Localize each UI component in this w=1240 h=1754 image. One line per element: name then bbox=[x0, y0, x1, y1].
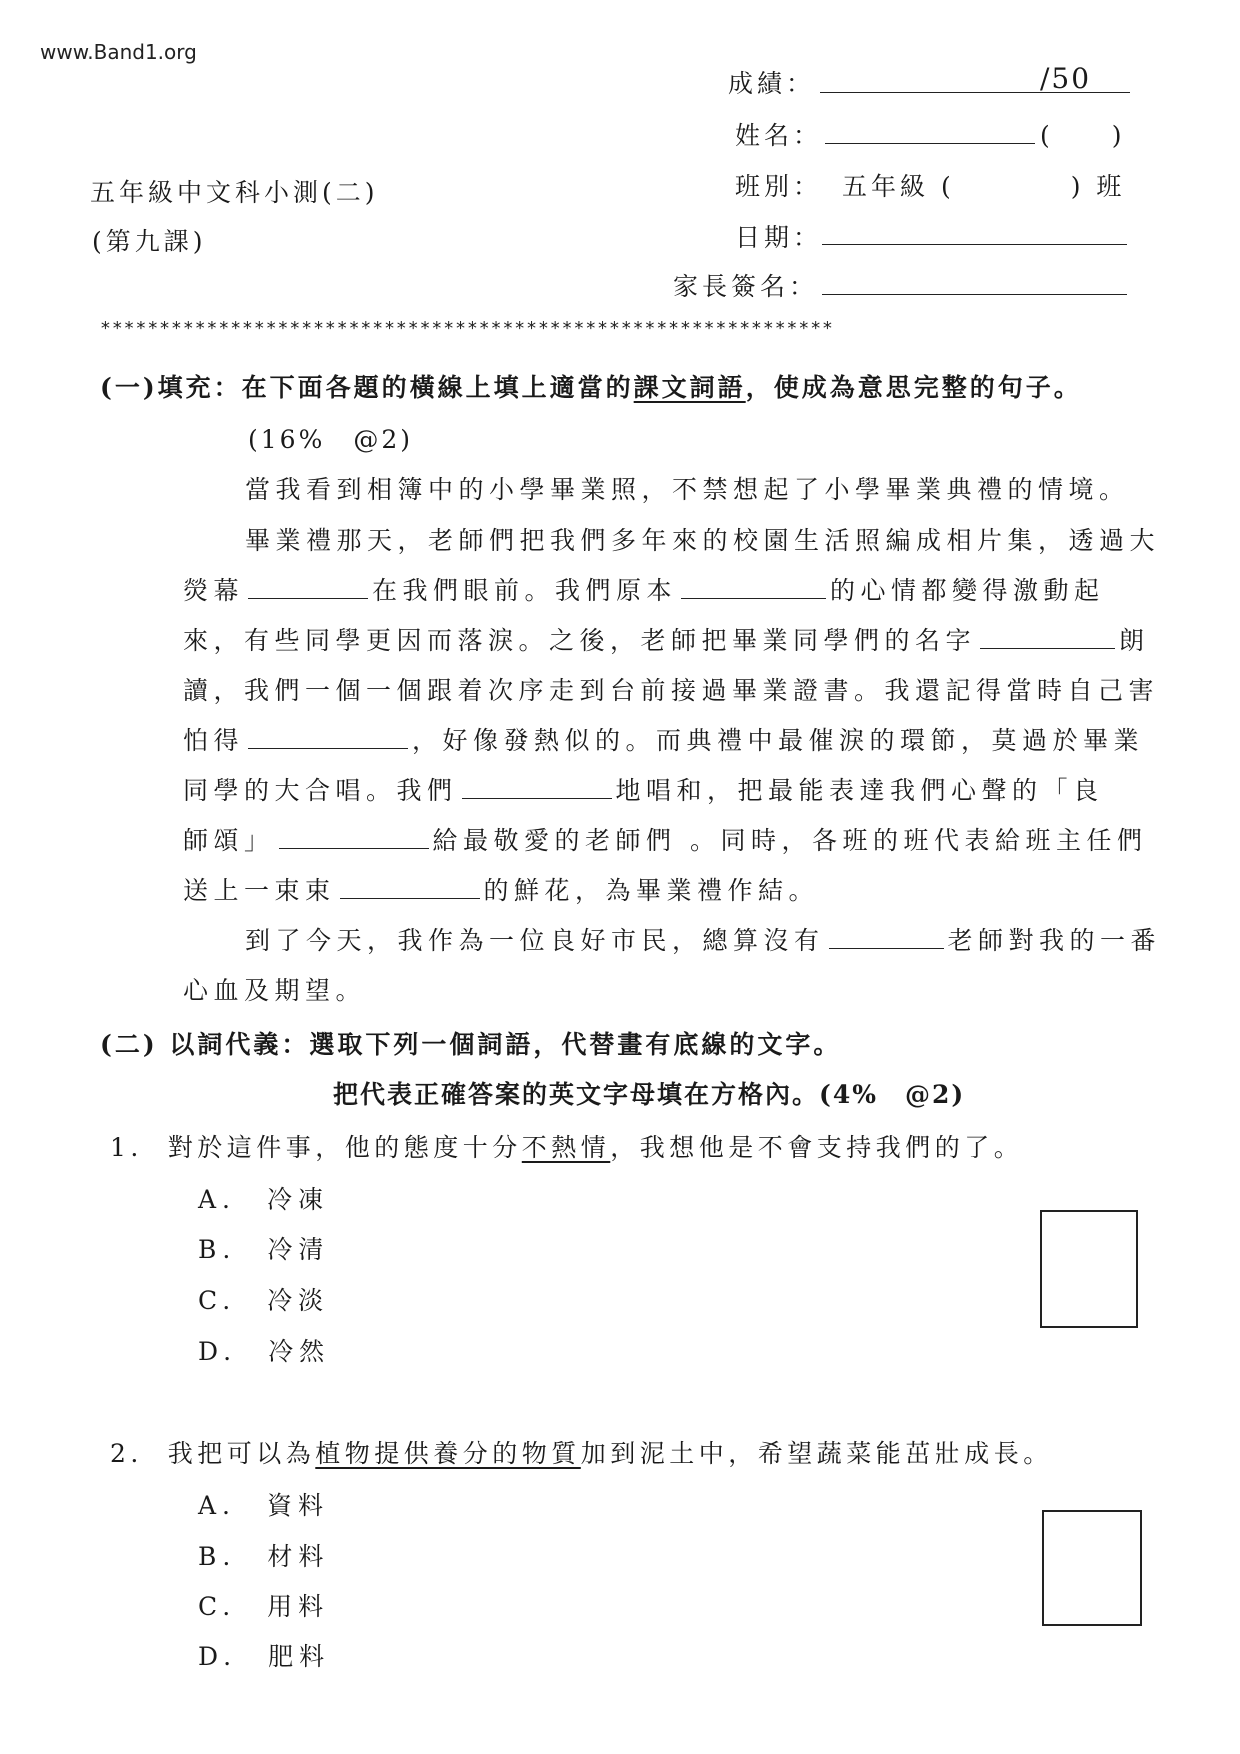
question-text: ，我想他是不會支持我們的了。 bbox=[610, 1133, 1024, 1162]
passage-line-4 bbox=[183, 621, 1150, 657]
passage-text: 老師對我的一番 bbox=[947, 926, 1162, 955]
question-text: 加到泥土中，希望蔬菜能茁壯成長。 bbox=[580, 1439, 1053, 1468]
passage-text: ，好像發熱似的。而典禮中最催淚的環節，莫過於畢業 bbox=[412, 726, 1145, 755]
passage-line-10 bbox=[245, 921, 1161, 957]
section1-heading-underlined: 課文詞語 bbox=[633, 373, 746, 402]
passage-line-8 bbox=[183, 821, 1147, 857]
passage-text: 給最敬愛的老師們 。同時，各班的班代表給班主任們 bbox=[432, 826, 1148, 855]
q1-option-d: D. 冷然 bbox=[198, 1337, 331, 1366]
page-title: 五年級中文科小測(二) bbox=[90, 178, 379, 207]
passage-text: 同學的大合唱。我們 bbox=[183, 776, 458, 805]
parent-signature-line bbox=[822, 294, 1127, 295]
section1-heading bbox=[100, 368, 1082, 404]
q2-answer-box[interactable] bbox=[1042, 1510, 1142, 1626]
passage-line-11: 心血及期望。 bbox=[183, 976, 367, 1005]
passage-text: 怕得 bbox=[183, 726, 245, 755]
passage-line-6 bbox=[183, 721, 1144, 757]
passage-text: 朗 bbox=[1119, 626, 1150, 655]
fill-blank-5[interactable] bbox=[462, 776, 612, 799]
passage-text: 來，有些同學更因而落淚。之後，老師把畢業同學們的名字 bbox=[183, 626, 977, 655]
passage-text: 熒幕 bbox=[183, 576, 245, 605]
passage-text: 在我們眼前。我們原本 bbox=[372, 576, 678, 605]
passage-text: 送上一束束 bbox=[183, 876, 336, 905]
passage-text: 的鮮花，為畢業禮作結。 bbox=[483, 876, 820, 905]
question-number: 1. bbox=[110, 1133, 143, 1162]
passage-line-5: 讀，我們一個一個跟着次序走到台前接過畢業證書。我還記得當時自己害 bbox=[183, 676, 1160, 705]
fill-blank-7[interactable] bbox=[340, 876, 480, 899]
q1-option-b: B. 冷清 bbox=[198, 1235, 330, 1264]
section2-heading: (二) 以詞代義：選取下列一個詞語，代替畫有底線的文字。 bbox=[100, 1030, 842, 1059]
fill-blank-6[interactable] bbox=[279, 826, 429, 849]
score-label: 成績： bbox=[728, 69, 816, 98]
q1-answer-box[interactable] bbox=[1040, 1210, 1138, 1328]
fill-blank-4[interactable] bbox=[248, 726, 408, 749]
q2-option-c: C. 用料 bbox=[198, 1592, 330, 1621]
class-value: 五年級 ( ) 班 bbox=[842, 172, 1126, 201]
name-label: 姓名： bbox=[735, 121, 823, 150]
question-text: 我把可以為 bbox=[167, 1439, 316, 1468]
date-line bbox=[822, 244, 1127, 245]
date-label: 日期： bbox=[735, 223, 823, 252]
fill-blank-3[interactable] bbox=[980, 626, 1115, 649]
passage-line-1: 當我看到相簿中的小學畢業照，不禁想起了小學畢業典禮的情境。 bbox=[245, 475, 1130, 504]
q1-option-c: C. 冷淡 bbox=[198, 1286, 330, 1315]
q1-option-a: A. 冷凍 bbox=[198, 1185, 330, 1214]
q2-option-d: D. 肥料 bbox=[198, 1642, 331, 1671]
passage-line-3 bbox=[183, 571, 1105, 607]
passage-text: 師頌」 bbox=[183, 826, 275, 855]
passage-line-7 bbox=[183, 771, 1104, 807]
q2-option-a: A. 資料 bbox=[198, 1491, 330, 1520]
underlined-phrase: 不熱情 bbox=[521, 1133, 611, 1162]
section1-heading-b: ，使成為意思完整的句子。 bbox=[745, 373, 1082, 402]
fill-blank-8[interactable] bbox=[829, 926, 944, 949]
question-1 bbox=[110, 1128, 1023, 1164]
underlined-phrase: 植物提供養分的物質 bbox=[315, 1439, 581, 1468]
passage-text: 到了今天，我作為一位良好市民，總算沒有 bbox=[245, 926, 825, 955]
parent-signature-label: 家長簽名： bbox=[673, 272, 819, 301]
question-2 bbox=[110, 1434, 1053, 1470]
name-paren: ( ) bbox=[1040, 121, 1126, 150]
section1-marks: (16% @2) bbox=[248, 425, 413, 454]
page-subtitle: (第九課) bbox=[92, 227, 207, 256]
section1-heading-a: (一)填充：在下面各題的橫線上填上適當的 bbox=[100, 373, 634, 402]
fill-blank-1[interactable] bbox=[248, 576, 368, 599]
question-number: 2. bbox=[110, 1439, 143, 1468]
score-total: /50 bbox=[1040, 62, 1092, 95]
passage-text: 地唱和，把最能表達我們心聲的「良 bbox=[615, 776, 1104, 805]
passage-line-9 bbox=[183, 871, 819, 907]
section2-subheading: 把代表正確答案的英文字母填在方格內。(4% @2) bbox=[333, 1080, 966, 1109]
class-label: 班別： bbox=[735, 172, 823, 201]
fill-blank-2[interactable] bbox=[681, 576, 826, 599]
name-line bbox=[825, 143, 1035, 144]
q2-option-b: B. 材料 bbox=[198, 1542, 330, 1571]
watermark-text: www.Band1.org bbox=[40, 40, 197, 64]
question-text: 對於這件事，他的態度十分 bbox=[167, 1133, 522, 1162]
passage-text: 的心情都變得激動起 bbox=[830, 576, 1105, 605]
passage-line-2: 畢業禮那天，老師們把我們多年來的校園生活照編成相片集，透過大 bbox=[245, 526, 1161, 555]
star-divider: ************************************************************** bbox=[100, 318, 834, 339]
